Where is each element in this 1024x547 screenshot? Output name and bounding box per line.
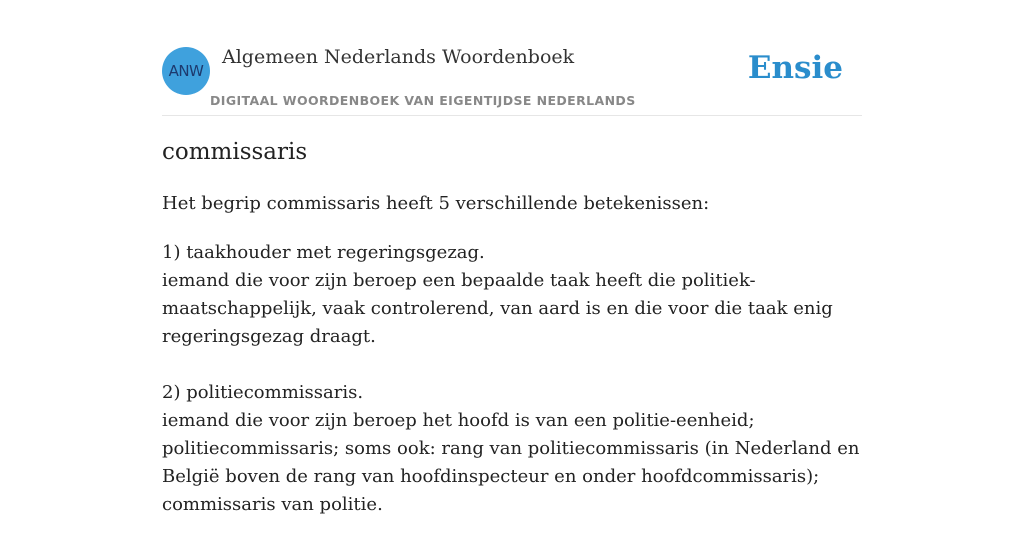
meaning-line: maatschappelijk, vaak controlerend, van aard is en die voor die taak enig xyxy=(162,298,833,319)
anw-logo[interactable]: ANW xyxy=(162,47,210,95)
site-header xyxy=(162,0,862,116)
site-title[interactable]: Algemeen Nederlands Woordenboek xyxy=(222,46,575,68)
meaning-item xyxy=(162,379,862,519)
ensie-brand-link[interactable]: Ensie xyxy=(747,50,843,86)
entry-intro: Het begrip commissaris heeft 5 verschillende betekenissen: xyxy=(162,193,710,214)
meaning-line: iemand die voor zijn beroep een bepaalde taak heeft die politiek- xyxy=(162,270,756,291)
meaning-heading: 2) politiecommissaris. xyxy=(162,382,364,403)
page xyxy=(162,0,862,515)
meaning-list xyxy=(162,239,862,547)
meaning-line: regeringsgezag draagt. xyxy=(162,326,376,347)
site-subtitle: DIGITAAL WOORDENBOEK VAN EIGENTIJDSE NEDERLANDS xyxy=(210,93,636,108)
entry-term: commissaris xyxy=(162,139,308,165)
meaning-line: België boven de rang van hoofdinspecteur en onder hoofdcommissaris); xyxy=(162,466,820,487)
meaning-line: commissaris van politie. xyxy=(162,494,383,515)
meaning-line: politiecommissaris; soms ook: rang van politiecommissaris (in Nederland en xyxy=(162,438,860,459)
meaning-line: iemand die voor zijn beroep het hoofd is van een politie-eenheid; xyxy=(162,410,755,431)
meaning-item xyxy=(162,239,862,351)
meaning-heading: 1) taakhouder met regeringsgezag. xyxy=(162,242,485,263)
